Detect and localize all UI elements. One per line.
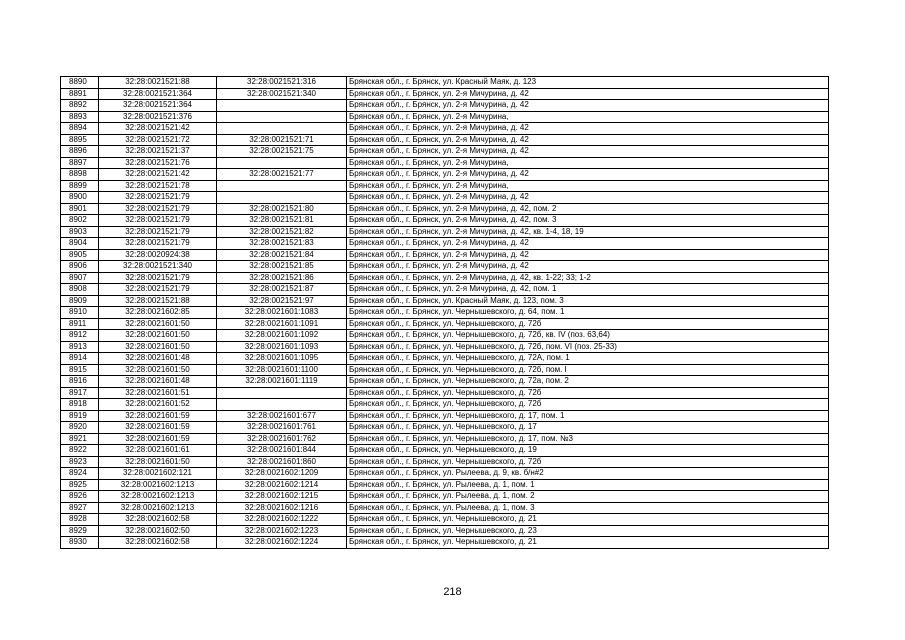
cadastral-number-cell: 32:28:0021602:1213	[99, 479, 217, 491]
table-row	[61, 318, 829, 330]
cadastral-number-cell: 32:28:0021601:59	[99, 433, 217, 445]
row-number-cell: 8890	[61, 77, 99, 89]
cadastral-number-cell: 32:28:0020924:38	[99, 249, 217, 261]
cadastral-number-cell: 32:28:0021521:79	[99, 238, 217, 250]
row-number-cell: 8917	[61, 387, 99, 399]
cadastral-number-cell: 32:28:0021521:364	[99, 100, 217, 112]
row-number-cell: 8923	[61, 456, 99, 468]
address-cell: Брянская обл., г. Брянск, ул. Чернышевского, д. 72б	[347, 387, 829, 399]
object-cadastral-number-cell: 32:28:0021601:761	[217, 422, 347, 434]
cadastral-number-cell: 32:28:0021521:79	[99, 203, 217, 215]
cadastral-number-cell: 32:28:0021601:59	[99, 410, 217, 422]
table-row	[61, 422, 829, 434]
table-row	[61, 502, 829, 514]
table-row	[61, 456, 829, 468]
address-cell: Брянская обл., г. Брянск, ул. Чернышевского, д. 72б, кв. IV (поз. 63,64)	[347, 330, 829, 342]
object-cadastral-number-cell: 32:28:0021601:1092	[217, 330, 347, 342]
object-cadastral-number-cell: 32:28:0021601:1100	[217, 364, 347, 376]
table-row	[61, 249, 829, 261]
row-number-cell: 8896	[61, 146, 99, 158]
object-cadastral-number-cell	[217, 123, 347, 135]
table-row	[61, 100, 829, 112]
cadastral-number-cell: 32:28:0021601:52	[99, 399, 217, 411]
table-row	[61, 433, 829, 445]
object-cadastral-number-cell	[217, 180, 347, 192]
row-number-cell: 8918	[61, 399, 99, 411]
row-number-cell: 8907	[61, 272, 99, 284]
object-cadastral-number-cell: 32:28:0021602:1209	[217, 468, 347, 480]
row-number-cell: 8929	[61, 525, 99, 537]
object-cadastral-number-cell: 32:28:0021521:75	[217, 146, 347, 158]
object-cadastral-number-cell: 32:28:0021602:1215	[217, 491, 347, 503]
cadastral-number-cell: 32:28:0021602:58	[99, 514, 217, 526]
address-cell: Брянская обл., г. Брянск, ул. Красный Маяк, д. 123, пом. 3	[347, 295, 829, 307]
address-cell: Брянская обл., г. Брянск, ул. 2-я Мичурина,	[347, 111, 829, 123]
table-row	[61, 157, 829, 169]
address-cell: Брянская обл., г. Брянск, ул. 2-я Мичурина, д. 42	[347, 249, 829, 261]
row-number-cell: 8904	[61, 238, 99, 250]
row-number-cell: 8893	[61, 111, 99, 123]
row-number-cell: 8908	[61, 284, 99, 296]
address-cell: Брянская обл., г. Брянск, ул. Чернышевского, д. 72б	[347, 456, 829, 468]
table-row	[61, 514, 829, 526]
row-number-cell: 8909	[61, 295, 99, 307]
row-number-cell: 8899	[61, 180, 99, 192]
table-row	[61, 88, 829, 100]
cadastral-number-cell: 32:28:0021521:79	[99, 215, 217, 227]
object-cadastral-number-cell: 32:28:0021521:82	[217, 226, 347, 238]
object-cadastral-number-cell	[217, 157, 347, 169]
table-row	[61, 399, 829, 411]
row-number-cell: 8920	[61, 422, 99, 434]
object-cadastral-number-cell: 32:28:0021521:86	[217, 272, 347, 284]
table-row	[61, 226, 829, 238]
cadastral-number-cell: 32:28:0021601:61	[99, 445, 217, 457]
row-number-cell: 8926	[61, 491, 99, 503]
table-row	[61, 77, 829, 89]
object-cadastral-number-cell: 32:28:0021521:77	[217, 169, 347, 181]
object-cadastral-number-cell: 32:28:0021601:1095	[217, 353, 347, 365]
address-cell: Брянская обл., г. Брянск, ул. 2-я Мичурина, д. 42, кв. 1-4, 18, 19	[347, 226, 829, 238]
row-number-cell: 8911	[61, 318, 99, 330]
table-body	[61, 77, 829, 549]
row-number-cell: 8892	[61, 100, 99, 112]
cadastral-table	[60, 76, 829, 549]
cadastral-number-cell: 32:28:0021521:72	[99, 134, 217, 146]
object-cadastral-number-cell	[217, 111, 347, 123]
row-number-cell: 8910	[61, 307, 99, 319]
address-cell: Брянская обл., г. Брянск, ул. 2-я Мичурина, д. 42, пом. 3	[347, 215, 829, 227]
object-cadastral-number-cell: 32:28:0021601:677	[217, 410, 347, 422]
row-number-cell: 8930	[61, 537, 99, 549]
object-cadastral-number-cell: 32:28:0021521:83	[217, 238, 347, 250]
address-cell: Брянская обл., г. Брянск, ул. 2-я Мичурина, д. 42, кв. 1-22; 33; 1-2	[347, 272, 829, 284]
row-number-cell: 8925	[61, 479, 99, 491]
address-cell: Брянская обл., г. Брянск, ул. 2-я Мичурина, д. 42	[347, 88, 829, 100]
cadastral-number-cell: 32:28:0021602:58	[99, 537, 217, 549]
address-cell: Брянская обл., г. Брянск, ул. 2-я Мичурина, д. 42, пом. 1	[347, 284, 829, 296]
row-number-cell: 8922	[61, 445, 99, 457]
address-cell: Брянская обл., г. Брянск, ул. Чернышевского, д. 72б	[347, 399, 829, 411]
object-cadastral-number-cell: 32:28:0021601:860	[217, 456, 347, 468]
table-row	[61, 376, 829, 388]
address-cell: Брянская обл., г. Брянск, ул. Чернышевского, д. 21	[347, 537, 829, 549]
cadastral-number-cell: 32:28:0021601:48	[99, 376, 217, 388]
table-row	[61, 387, 829, 399]
row-number-cell: 8927	[61, 502, 99, 514]
address-cell: Брянская обл., г. Брянск, ул. 2-я Мичурина, д. 42, пом. 2	[347, 203, 829, 215]
address-cell: Брянская обл., г. Брянск, ул. 2-я Мичурина, д. 42	[347, 134, 829, 146]
cadastral-number-cell: 32:28:0021521:79	[99, 226, 217, 238]
table-row	[61, 169, 829, 181]
address-cell: Брянская обл., г. Брянск, ул. Чернышевского, д. 72а, пом. 2	[347, 376, 829, 388]
cadastral-number-cell: 32:28:0021602:121	[99, 468, 217, 480]
object-cadastral-number-cell: 32:28:0021602:1214	[217, 479, 347, 491]
address-cell: Брянская обл., г. Брянск, ул. Красный Маяк, д. 123	[347, 77, 829, 89]
cadastral-number-cell: 32:28:0021521:42	[99, 123, 217, 135]
table-row	[61, 445, 829, 457]
object-cadastral-number-cell: 32:28:0021521:80	[217, 203, 347, 215]
object-cadastral-number-cell	[217, 399, 347, 411]
table-row	[61, 134, 829, 146]
row-number-cell: 8914	[61, 353, 99, 365]
cadastral-number-cell: 32:28:0021521:340	[99, 261, 217, 273]
table-row	[61, 364, 829, 376]
address-cell: Брянская обл., г. Брянск, ул. 2-я Мичурина, д. 42	[347, 169, 829, 181]
row-number-cell: 8898	[61, 169, 99, 181]
object-cadastral-number-cell: 32:28:0021521:71	[217, 134, 347, 146]
row-number-cell: 8900	[61, 192, 99, 204]
object-cadastral-number-cell: 32:28:0021601:762	[217, 433, 347, 445]
address-cell: Брянская обл., г. Брянск, ул. Чернышевского, д. 21	[347, 514, 829, 526]
object-cadastral-number-cell: 32:28:0021521:81	[217, 215, 347, 227]
object-cadastral-number-cell: 32:28:0021601:1119	[217, 376, 347, 388]
table-row	[61, 330, 829, 342]
cadastral-number-cell: 32:28:0021601:50	[99, 341, 217, 353]
row-number-cell: 8928	[61, 514, 99, 526]
address-cell: Брянская обл., г. Брянск, ул. 2-я Мичурина, д. 42	[347, 238, 829, 250]
table-row	[61, 123, 829, 135]
address-cell: Брянская обл., г. Брянск, ул. 2-я Мичурина, д. 42	[347, 261, 829, 273]
table-row	[61, 468, 829, 480]
object-cadastral-number-cell	[217, 387, 347, 399]
object-cadastral-number-cell: 32:28:0021601:1093	[217, 341, 347, 353]
table-row	[61, 353, 829, 365]
table-row	[61, 479, 829, 491]
cadastral-number-cell: 32:28:0021602:1213	[99, 502, 217, 514]
cadastral-number-cell: 32:28:0021521:42	[99, 169, 217, 181]
cadastral-number-cell: 32:28:0021521:79	[99, 272, 217, 284]
cadastral-number-cell: 32:28:0021521:88	[99, 77, 217, 89]
table-row	[61, 295, 829, 307]
object-cadastral-number-cell: 32:28:0021601:844	[217, 445, 347, 457]
object-cadastral-number-cell: 32:28:0021521:97	[217, 295, 347, 307]
table-row	[61, 525, 829, 537]
address-cell: Брянская обл., г. Брянск, ул. Чернышевского, д. 19	[347, 445, 829, 457]
table-row	[61, 111, 829, 123]
object-cadastral-number-cell: 32:28:0021602:1222	[217, 514, 347, 526]
object-cadastral-number-cell: 32:28:0021521:85	[217, 261, 347, 273]
row-number-cell: 8921	[61, 433, 99, 445]
row-number-cell: 8912	[61, 330, 99, 342]
table-row	[61, 272, 829, 284]
cadastral-number-cell: 32:28:0021521:37	[99, 146, 217, 158]
row-number-cell: 8924	[61, 468, 99, 480]
cadastral-number-cell: 32:28:0021601:50	[99, 456, 217, 468]
object-cadastral-number-cell: 32:28:0021601:1083	[217, 307, 347, 319]
cadastral-number-cell: 32:28:0021602:50	[99, 525, 217, 537]
object-cadastral-number-cell: 32:28:0021602:1223	[217, 525, 347, 537]
table-row	[61, 238, 829, 250]
cadastral-number-cell: 32:28:0021602:85	[99, 307, 217, 319]
address-cell: Брянская обл., г. Брянск, ул. 2-я Мичурина, д. 42	[347, 123, 829, 135]
object-cadastral-number-cell: 32:28:0021601:1091	[217, 318, 347, 330]
row-number-cell: 8891	[61, 88, 99, 100]
object-cadastral-number-cell: 32:28:0021602:1224	[217, 537, 347, 549]
cadastral-number-cell: 32:28:0021521:78	[99, 180, 217, 192]
address-cell: Брянская обл., г. Брянск, ул. Чернышевского, д. 72А, пом. 1	[347, 353, 829, 365]
address-cell: Брянская обл., г. Брянск, ул. 2-я Мичурина, д. 42	[347, 192, 829, 204]
row-number-cell: 8905	[61, 249, 99, 261]
cadastral-number-cell: 32:28:0021601:51	[99, 387, 217, 399]
cadastral-number-cell: 32:28:0021601:50	[99, 318, 217, 330]
address-cell: Брянская обл., г. Брянск, ул. 2-я Мичурина,	[347, 157, 829, 169]
table-row	[61, 537, 829, 549]
address-cell: Брянская обл., г. Брянск, ул. Рылеева, д. 1, пом. 1	[347, 479, 829, 491]
row-number-cell: 8903	[61, 226, 99, 238]
row-number-cell: 8902	[61, 215, 99, 227]
table-row	[61, 146, 829, 158]
cadastral-number-cell: 32:28:0021521:76	[99, 157, 217, 169]
address-cell: Брянская обл., г. Брянск, ул. Рылеева, д. 1, пом. 3	[347, 502, 829, 514]
cadastral-number-cell: 32:28:0021602:1213	[99, 491, 217, 503]
object-cadastral-number-cell: 32:28:0021521:84	[217, 249, 347, 261]
row-number-cell: 8913	[61, 341, 99, 353]
object-cadastral-number-cell	[217, 192, 347, 204]
cadastral-number-cell: 32:28:0021601:48	[99, 353, 217, 365]
cadastral-number-cell: 32:28:0021521:79	[99, 192, 217, 204]
cadastral-number-cell: 32:28:0021521:364	[99, 88, 217, 100]
row-number-cell: 8894	[61, 123, 99, 135]
object-cadastral-number-cell: 32:28:0021602:1216	[217, 502, 347, 514]
row-number-cell: 8895	[61, 134, 99, 146]
table-row	[61, 261, 829, 273]
object-cadastral-number-cell	[217, 100, 347, 112]
cadastral-number-cell: 32:28:0021601:50	[99, 364, 217, 376]
address-cell: Брянская обл., г. Брянск, ул. 2-я Мичурина,	[347, 180, 829, 192]
cadastral-number-cell: 32:28:0021521:79	[99, 284, 217, 296]
address-cell: Брянская обл., г. Брянск, ул. Чернышевского, д. 17	[347, 422, 829, 434]
object-cadastral-number-cell: 32:28:0021521:316	[217, 77, 347, 89]
object-cadastral-number-cell: 32:28:0021521:87	[217, 284, 347, 296]
cadastral-number-cell: 32:28:0021601:59	[99, 422, 217, 434]
address-cell: Брянская обл., г. Брянск, ул. Чернышевского, д. 72б, пом. I	[347, 364, 829, 376]
cadastral-number-cell: 32:28:0021601:50	[99, 330, 217, 342]
address-cell: Брянская обл., г. Брянск, ул. 2-я Мичурина, д. 42	[347, 146, 829, 158]
address-cell: Брянская обл., г. Брянск, ул. Чернышевского, д. 17, пом. №3	[347, 433, 829, 445]
table-row	[61, 491, 829, 503]
cadastral-number-cell: 32:28:0021521:88	[99, 295, 217, 307]
table-row	[61, 307, 829, 319]
address-cell: Брянская обл., г. Брянск, ул. 2-я Мичурина, д. 42	[347, 100, 829, 112]
row-number-cell: 8897	[61, 157, 99, 169]
address-cell: Брянская обл., г. Брянск, ул. Чернышевского, д. 72б	[347, 318, 829, 330]
address-cell: Брянская обл., г. Брянск, ул. Чернышевского, д. 23	[347, 525, 829, 537]
table-row	[61, 215, 829, 227]
row-number-cell: 8916	[61, 376, 99, 388]
table-row	[61, 410, 829, 422]
address-cell: Брянская обл., г. Брянск, ул. Чернышевского, д. 72б, пом. VI (поз. 25-33)	[347, 341, 829, 353]
table-row	[61, 192, 829, 204]
row-number-cell: 8915	[61, 364, 99, 376]
object-cadastral-number-cell: 32:28:0021521:340	[217, 88, 347, 100]
cadastral-number-cell: 32:28:0021521:376	[99, 111, 217, 123]
row-number-cell: 8919	[61, 410, 99, 422]
row-number-cell: 8901	[61, 203, 99, 215]
table-row	[61, 341, 829, 353]
row-number-cell: 8906	[61, 261, 99, 273]
address-cell: Брянская обл., г. Брянск, ул. Рылеева, д. 1, пом. 2	[347, 491, 829, 503]
address-cell: Брянская обл., г. Брянск, ул. Чернышевского, д. 64, пом. 1	[347, 307, 829, 319]
page-number: 218	[443, 586, 462, 598]
table-row	[61, 180, 829, 192]
address-cell: Брянская обл., г. Брянск, ул. Чернышевского, д. 17, пом. 1	[347, 410, 829, 422]
address-cell: Брянская обл., г. Брянск, ул. Рылеева, д. 9, кв. б/н#2	[347, 468, 829, 480]
table-row	[61, 284, 829, 296]
table-row	[61, 203, 829, 215]
